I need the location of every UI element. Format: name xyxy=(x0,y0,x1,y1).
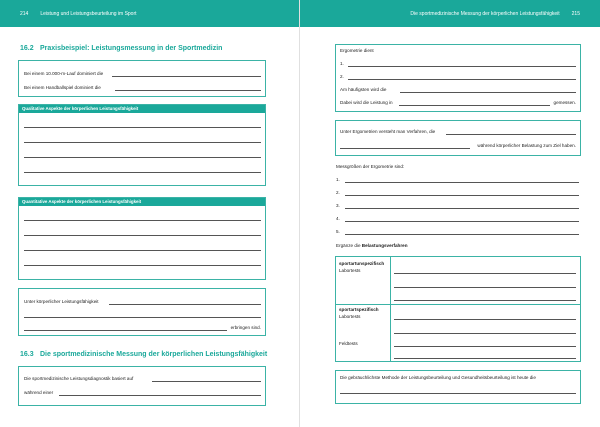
box-ergometrie-definition xyxy=(335,120,581,156)
answer-line[interactable] xyxy=(59,395,261,396)
answer-line[interactable] xyxy=(24,265,261,266)
page-number-left: 214 xyxy=(20,10,29,17)
section-title: Praxisbeispiel: Leistungsmessung in der Sportmedizin xyxy=(40,45,223,52)
ergaenze-bold: Belastungsverfahren xyxy=(361,243,408,248)
right-header xyxy=(300,0,600,27)
answer-line[interactable] xyxy=(394,287,576,288)
running-title-left: Leistung und Leistungsbeurteilung im Sport xyxy=(40,10,137,17)
box-ergometrie xyxy=(335,44,581,112)
diagnostik-line-2: während einer xyxy=(24,390,54,395)
section-title: Die sportmedizinische Messung der körperlichen Leistungsfähigkeit xyxy=(40,351,268,358)
answer-line[interactable] xyxy=(115,90,261,91)
answer-line[interactable] xyxy=(394,333,576,334)
answer-line[interactable] xyxy=(399,105,550,106)
ergo-end: gemessen. xyxy=(553,100,576,105)
table-row-divider xyxy=(336,304,580,305)
section-number: 16.2 xyxy=(20,45,34,52)
answer-line[interactable] xyxy=(24,220,261,221)
answer-line[interactable] xyxy=(112,76,261,77)
dominance-line-1: Bei einem 10.000-m-Lauf dominiert die xyxy=(24,71,104,76)
section-heading-16-2 xyxy=(20,45,222,52)
answer-line[interactable] xyxy=(400,92,576,93)
answer-line[interactable] xyxy=(24,127,261,128)
table-column-divider xyxy=(390,257,391,361)
def-line-2-end: während körperlicher Belastung zum Ziel haben. xyxy=(477,143,576,148)
answer-line[interactable] xyxy=(24,330,227,331)
answer-line[interactable] xyxy=(394,319,576,320)
answer-line[interactable] xyxy=(109,304,261,305)
row2-title: sportartspezifisch xyxy=(339,307,379,312)
right-page xyxy=(300,0,600,427)
definition-end: erbringen sind. xyxy=(230,325,261,330)
def-line-1: Unter Ergometrien versteht man Verfahren, die xyxy=(340,129,436,134)
answer-line[interactable] xyxy=(24,250,261,251)
answer-line[interactable] xyxy=(340,148,470,149)
answer-line[interactable] xyxy=(345,208,579,209)
messgroesse-number: 5. xyxy=(336,229,340,234)
definition-line-1: Unter körperlicher Leistungsfähigkeit xyxy=(24,299,99,304)
belastungsverfahren-table xyxy=(335,256,581,362)
answer-line[interactable] xyxy=(345,234,579,235)
row2-sub2: Feldtests xyxy=(339,341,358,346)
ergaenze-instruction xyxy=(336,243,408,248)
ergo-most: Am häufigsten wird die xyxy=(340,87,387,92)
ergo-n1: 1. xyxy=(340,61,344,66)
messgroessen-title: Messgrößen der Ergometrie sind: xyxy=(336,164,405,169)
box-qualitative xyxy=(18,104,266,186)
messgroesse-number: 4. xyxy=(336,216,340,221)
row2-sub: Labortests xyxy=(339,314,361,319)
box-definition-leistungsfaehigkeit xyxy=(18,288,266,336)
section-number: 16.3 xyxy=(20,351,34,358)
running-title-right: Die sportmedizinische Messung der körperlichen Leistungsfähigkeit xyxy=(410,10,560,17)
ergo-n2: 2. xyxy=(340,74,344,79)
answer-line[interactable] xyxy=(394,273,576,274)
answer-line[interactable] xyxy=(24,142,261,143)
section-heading-16-3 xyxy=(20,351,267,358)
answer-line[interactable] xyxy=(24,157,261,158)
page-number-right: 215 xyxy=(571,10,580,17)
answer-line[interactable] xyxy=(345,182,579,183)
box-quantitative xyxy=(18,197,266,280)
messgroesse-number: 2. xyxy=(336,190,340,195)
ergo-intro: Ergometrie dient xyxy=(340,48,374,53)
answer-line[interactable] xyxy=(24,172,261,173)
answer-line[interactable] xyxy=(345,221,579,222)
answer-line[interactable] xyxy=(24,235,261,236)
left-header xyxy=(0,0,300,27)
box-leistungsdiagnostik xyxy=(18,366,266,406)
answer-line[interactable] xyxy=(348,79,576,80)
diagnostik-line-1: Die sportmedizinische Leistungsdiagnostik basiert auf xyxy=(24,376,134,381)
quantitative-header: Quantitative Aspekte der körperlichen Leistungsfähigkeit xyxy=(19,198,265,206)
box-dominance xyxy=(18,60,266,97)
ergo-dabei: Dabei wird die Leistung in xyxy=(340,100,393,105)
box-methode xyxy=(335,370,581,404)
messgroesse-number: 1. xyxy=(336,177,340,182)
answer-line[interactable] xyxy=(345,195,579,196)
messgroesse-number: 3. xyxy=(336,203,340,208)
ergaenze-prefix: Ergänze die xyxy=(336,243,362,248)
methode-line-1: Die gebräuchlichste Methode der Leistungsbeurteilung und Gesundheitsbeurteilung ist heute die xyxy=(340,375,536,380)
answer-line[interactable] xyxy=(446,134,576,135)
answer-line[interactable] xyxy=(152,381,261,382)
answer-line[interactable] xyxy=(394,358,576,359)
qualitative-header: Qualitative Aspekte der körperlichen Leistungsfähigkeit xyxy=(19,105,265,113)
dominance-line-2: Bei einem Handballspiel dominiert die xyxy=(24,85,101,90)
row1-title: sportartunspezifisch xyxy=(339,261,385,266)
answer-line[interactable] xyxy=(348,66,576,67)
answer-line[interactable] xyxy=(394,300,576,301)
answer-line[interactable] xyxy=(24,317,261,318)
answer-line[interactable] xyxy=(340,393,576,394)
row1-sub: Labortests xyxy=(339,268,361,273)
answer-line[interactable] xyxy=(394,346,576,347)
